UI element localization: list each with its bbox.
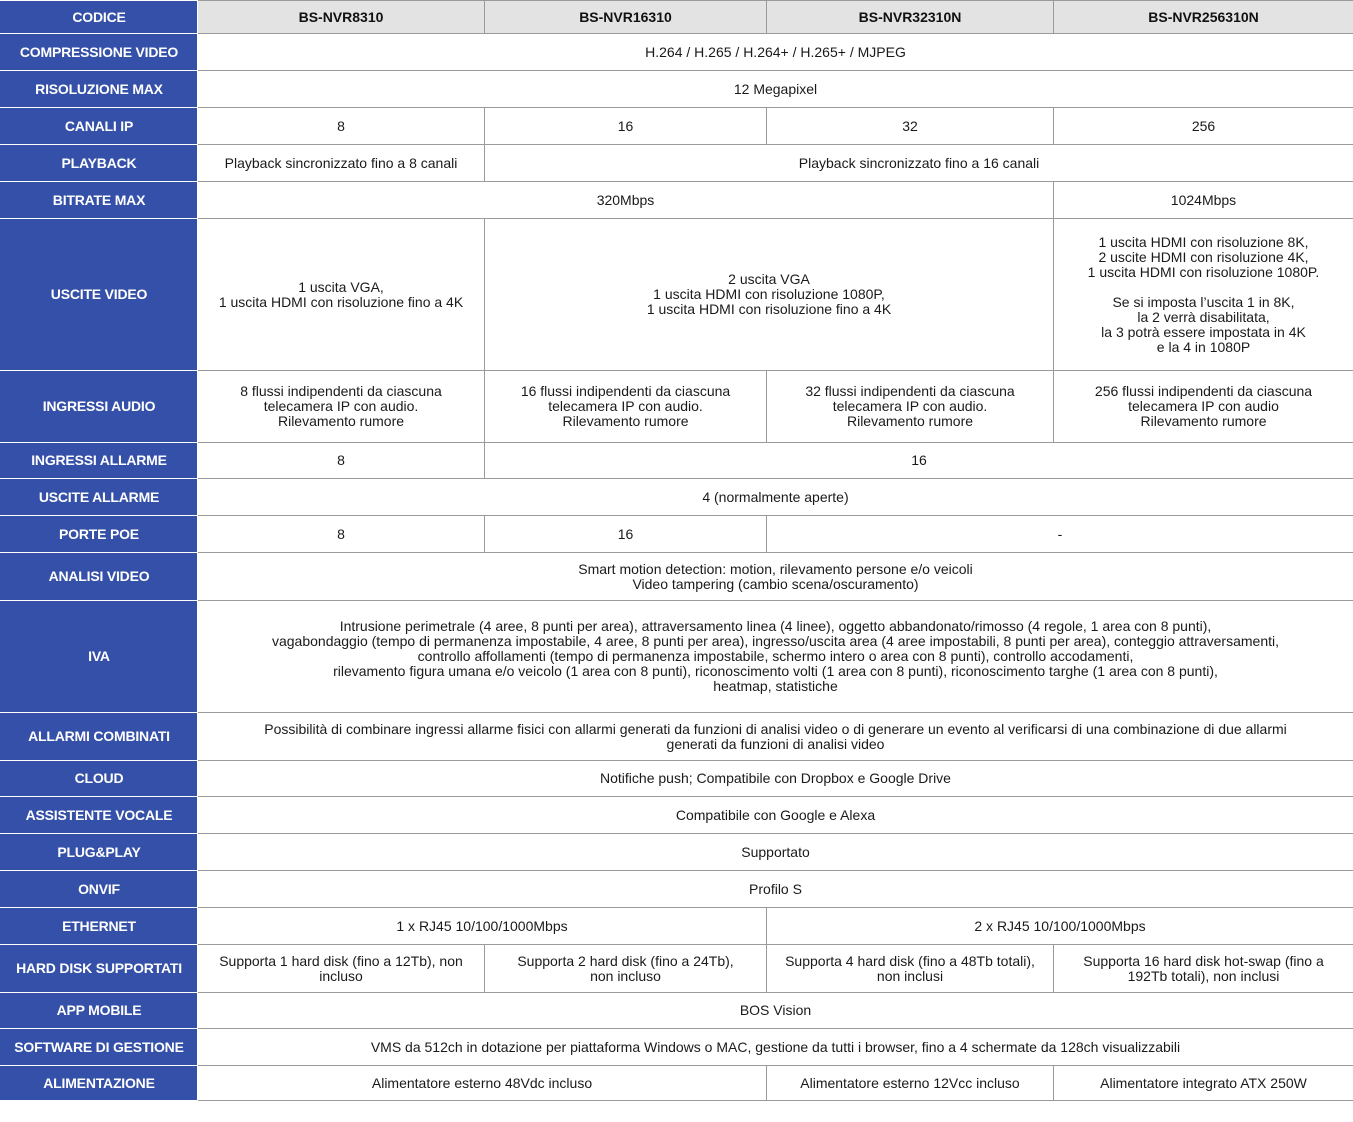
spec-value: BOS Vision <box>198 993 1353 1029</box>
spec-value: Compatibile con Google e Alexa <box>198 797 1353 834</box>
row-plug-play <box>1 834 1353 871</box>
spec-value: Profilo S <box>198 871 1353 908</box>
row-label: ANALISI VIDEO <box>1 553 198 601</box>
spec-value: Playback sincronizzato fino a 16 canali <box>485 145 1353 182</box>
row-iva <box>1 601 1353 713</box>
spec-value: Supporta 16 hard disk hot-swap (fino a 192Tb totali), non inclusi <box>1054 945 1353 993</box>
spec-value: Supportato <box>198 834 1353 871</box>
row-label: COMPRESSIONE VIDEO <box>1 34 198 71</box>
row-label: HARD DISK SUPPORTATI <box>1 945 198 993</box>
row-label: IVA <box>1 601 198 713</box>
spec-value: 8 <box>198 516 485 553</box>
row-label: INGRESSI AUDIO <box>1 371 198 443</box>
row-app-mobile <box>1 993 1353 1029</box>
row-canali-ip <box>1 108 1353 145</box>
spec-value: Alimentatore esterno 48Vdc incluso <box>198 1066 767 1101</box>
spec-value: Playback sincronizzato fino a 8 canali <box>198 145 485 182</box>
row-risoluzione-max <box>1 71 1353 108</box>
row-software-gestione <box>1 1029 1353 1066</box>
row-compressione-video <box>1 34 1353 71</box>
spec-value: Supporta 1 hard disk (fino a 12Tb), non incluso <box>198 945 485 993</box>
row-label: USCITE ALLARME <box>1 479 198 516</box>
spec-value: 4 (normalmente aperte) <box>198 479 1353 516</box>
model-header: BS-NVR16310 <box>485 1 767 34</box>
spec-value: 2 x RJ45 10/100/1000Mbps <box>767 908 1353 945</box>
codice-label: CODICE <box>1 1 198 34</box>
row-label: ETHERNET <box>1 908 198 945</box>
spec-value: 16 <box>485 443 1353 479</box>
row-label: CLOUD <box>1 761 198 797</box>
row-onvif <box>1 871 1353 908</box>
row-ingressi-allarme <box>1 443 1353 479</box>
model-header: BS-NVR8310 <box>198 1 485 34</box>
spec-value: 8 <box>198 108 485 145</box>
model-header: BS-NVR256310N <box>1054 1 1353 34</box>
spec-value: Alimentatore esterno 12Vcc incluso <box>767 1066 1054 1101</box>
spec-value: 8 <box>198 443 485 479</box>
row-label: PLAYBACK <box>1 145 198 182</box>
row-label: ASSISTENTE VOCALE <box>1 797 198 834</box>
spec-value: 32 flussi indipendenti da ciascuna telecamera IP con audio. Rilevamento rumore <box>767 371 1054 443</box>
spec-value: 1 uscita VGA, 1 uscita HDMI con risoluzione fino a 4K <box>198 219 485 371</box>
spec-value: Possibilità di combinare ingressi allarme fisici con allarmi generati da funzioni di analisi video o di generare un evento al verificarsi di una combinazione di due allarmi generati da funzioni di analisi video <box>198 713 1353 761</box>
spec-value: 16 <box>485 516 767 553</box>
spec-value: 8 flussi indipendenti da ciascuna telecamera IP con audio. Rilevamento rumore <box>198 371 485 443</box>
row-porte-poe <box>1 516 1353 553</box>
row-bitrate-max <box>1 182 1353 219</box>
spec-value: 1 uscita HDMI con risoluzione 8K, 2 uscite HDMI con risoluzione 4K, 1 uscita HDMI con risoluzione 1080P. Se si imposta l’uscita 1 in 8K, la 2 verrà disabilitata, la 3 potrà essere impostata in 4K e la 4 in 1080P <box>1054 219 1353 371</box>
spec-value: Supporta 4 hard disk (fino a 48Tb totali), non inclusi <box>767 945 1054 993</box>
spec-value: Intrusione perimetrale (4 aree, 8 punti per area), attraversamento linea (4 linee), oggetto abbandonato/rimosso (4 regole, 1 area con 8 punti), vagabondaggio (tempo di permanenza impostabile, 4 aree, 8 punti per area), ingresso/uscita area (4 aree impostabili, 8 punti per area), conteggio attraversamenti, controllo affollamenti (tempo di permanenza impostabile, schermo intero o area con 8 punti), controllo accodamenti, rilevamento figura umana e/o veicolo (1 area con 8 punti), riconoscimento volti (1 area con 8 punti), riconoscimento targhe (1 area con 8 punti), heatmap, statistiche <box>198 601 1353 713</box>
model-header: BS-NVR32310N <box>767 1 1054 34</box>
header-row <box>1 1 1353 34</box>
spec-value: 1 x RJ45 10/100/1000Mbps <box>198 908 767 945</box>
spec-value: 256 <box>1054 108 1353 145</box>
spec-value: Notifiche push; Compatibile con Dropbox e Google Drive <box>198 761 1353 797</box>
row-label: PORTE POE <box>1 516 198 553</box>
spec-value: Alimentatore integrato ATX 250W <box>1054 1066 1353 1101</box>
row-label: CANALI IP <box>1 108 198 145</box>
row-assistente-vocale <box>1 797 1353 834</box>
row-label: PLUG&PLAY <box>1 834 198 871</box>
row-label: SOFTWARE DI GESTIONE <box>1 1029 198 1066</box>
row-label: INGRESSI ALLARME <box>1 443 198 479</box>
spec-value: Smart motion detection: motion, rilevamento persone e/o veicoli Video tampering (cambio scena/oscuramento) <box>198 553 1353 601</box>
spec-value: 16 <box>485 108 767 145</box>
row-label: RISOLUZIONE MAX <box>1 71 198 108</box>
spec-value: Supporta 2 hard disk (fino a 24Tb), non incluso <box>485 945 767 993</box>
spec-value: 16 flussi indipendenti da ciascuna telecamera IP con audio. Rilevamento rumore <box>485 371 767 443</box>
spec-value: 256 flussi indipendenti da ciascuna telecamera IP con audio Rilevamento rumore <box>1054 371 1353 443</box>
row-playback <box>1 145 1353 182</box>
row-ethernet <box>1 908 1353 945</box>
row-ingressi-audio <box>1 371 1353 443</box>
row-label: APP MOBILE <box>1 993 198 1029</box>
spec-value: 12 Megapixel <box>198 71 1353 108</box>
spec-value: VMS da 512ch in dotazione per piattaforma Windows o MAC, gestione da tutti i browser, fino a 4 schermate da 128ch visualizzabili <box>198 1029 1353 1066</box>
row-uscite-allarme <box>1 479 1353 516</box>
row-uscite-video <box>1 219 1353 371</box>
row-analisi-video <box>1 553 1353 601</box>
row-allarmi-combinati <box>1 713 1353 761</box>
spec-value: 320Mbps <box>198 182 1054 219</box>
row-label: ONVIF <box>1 871 198 908</box>
spec-value: 2 uscita VGA 1 uscita HDMI con risoluzione 1080P, 1 uscita HDMI con risoluzione fino a 4K <box>485 219 1054 371</box>
row-hard-disk <box>1 945 1353 993</box>
spec-value: 1024Mbps <box>1054 182 1353 219</box>
spec-value: 32 <box>767 108 1054 145</box>
row-alimentazione <box>1 1066 1353 1101</box>
row-label: ALIMENTAZIONE <box>1 1066 198 1101</box>
row-label: ALLARMI COMBINATI <box>1 713 198 761</box>
row-cloud <box>1 761 1353 797</box>
row-label: USCITE VIDEO <box>1 219 198 371</box>
row-label: BITRATE MAX <box>1 182 198 219</box>
spec-value: H.264 / H.265 / H.264+ / H.265+ / MJPEG <box>198 34 1353 71</box>
spec-value: - <box>767 516 1353 553</box>
